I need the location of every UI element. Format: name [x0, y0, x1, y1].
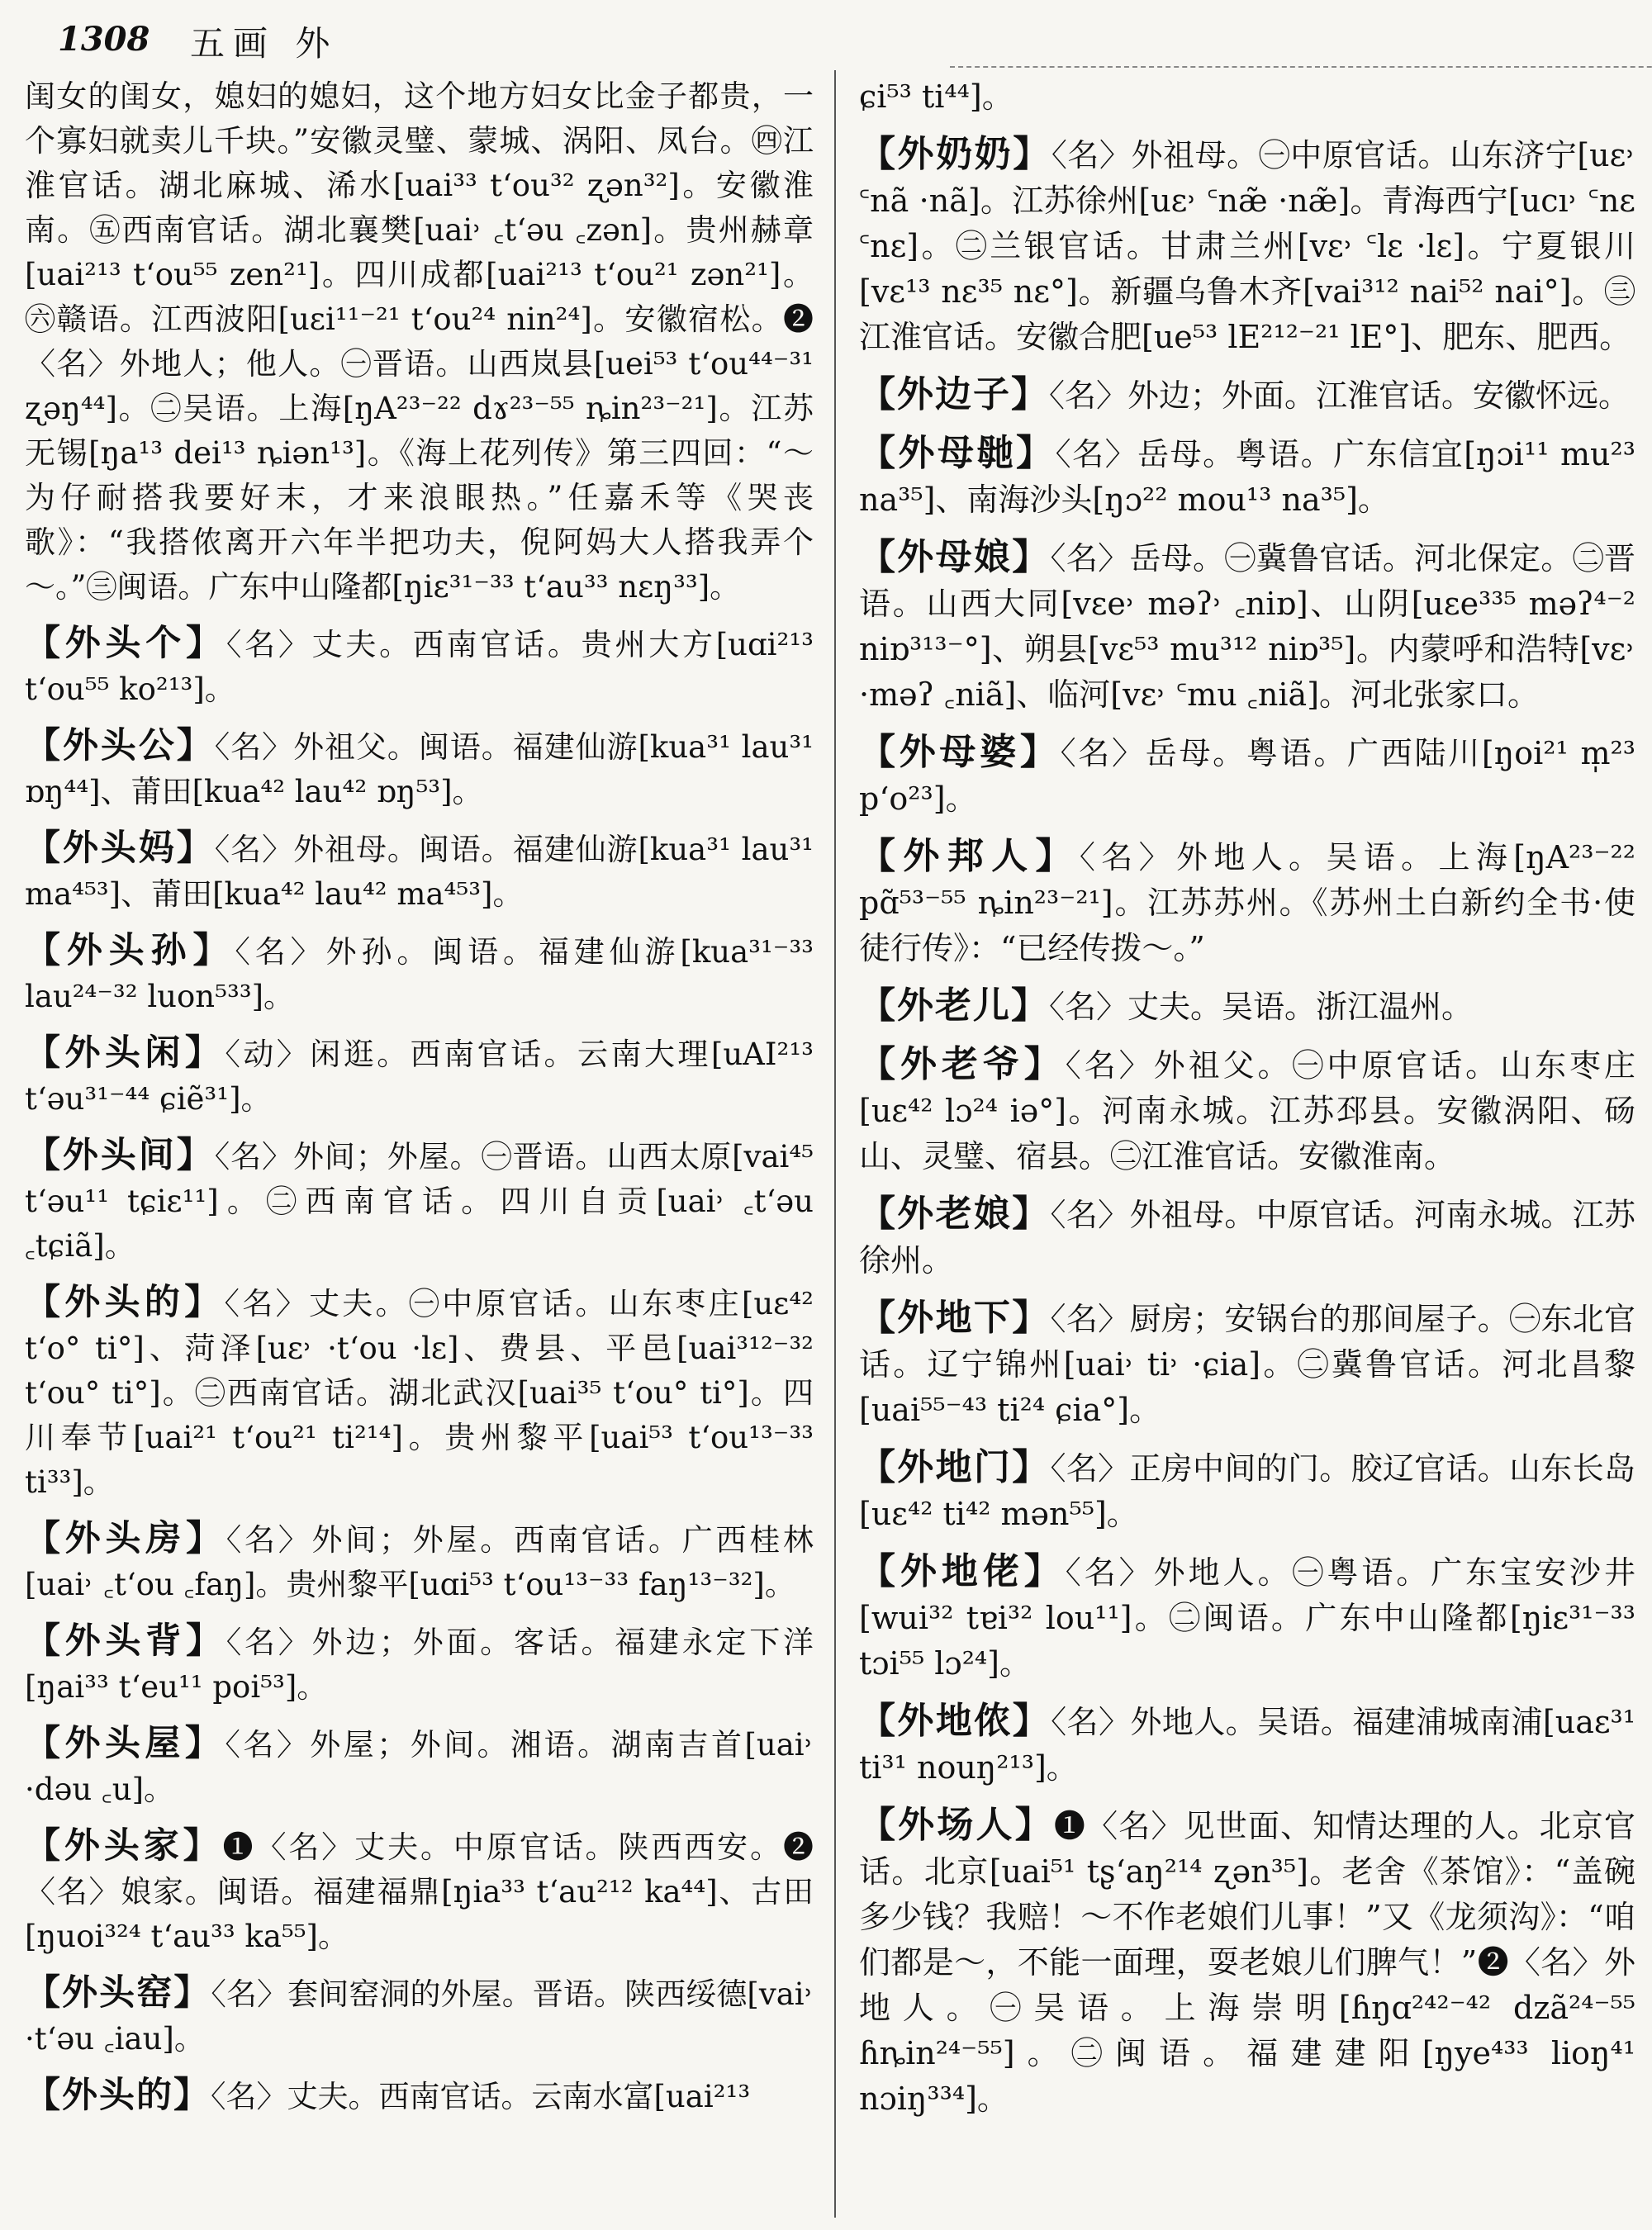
entry-definition: 〈名〉外孙。闽语。福建仙游[kua³¹⁻³³ lau²⁴⁻³² luon⁵³³]。 [25, 934, 814, 1014]
entry-definition: 〈名〉外祖母。㊀中原官话。山东济宁[uɛ˒ ꜂nã ·nã]。江苏徐州[uɛ˒ ꜂næ̃ ·næ̃]。青海西宁[ucı˒ ꜂nɛ ꜂nɛ]。㊁兰银官话。甘肃兰州[vɛ˒ ꜂lɛ ·lɛ]。宁夏银川[vɛ¹³ nɛ³⁵ nɛ°]。新疆乌鲁木齐[vai³¹² nai⁵² nai°]。㊂江淮官话。安徽合肥[ue⁵³ lE²¹²⁻²¹ lE°]、肥东、肥西。 [859, 137, 1635, 355]
entry-definition: 〈名〉外地人。㊀粤语。广东宝安沙井[wui³² tɐi³² lou¹¹]。㊁闽语。广东中山隆都[ŋiɛ³¹⁻³³ tɔi⁵⁵ lɔ²⁴]。 [859, 1554, 1635, 1682]
dictionary-entry [25, 2073, 814, 2119]
entry-headword: 【外邦人】 [859, 835, 1080, 877]
entry-headword: 【外头妈】 [25, 828, 215, 869]
entry-headword: 【外场人】 [859, 1804, 1054, 1846]
entry-definition: ❶〈名〉见世面、知情达理的人。北京官话。北京[uai⁵¹ tʂ‘aŋ²¹⁴ ʐən³⁵]。老舍《茶馆》：“盖碗多少钱？我赔！～不作老娘们儿事！”又《龙须沟》：“咱们都是～，不能一面理，耍老娘儿们脾气！”❷〈名〉外地人。㊀吴语。上海崇明[ɦŋɑ²⁴²⁻⁴² dzã²⁴⁻⁵⁵ ɦȵin²⁴⁻⁵⁵]。㊁闽语。福建建阳[ŋye⁴³³ lioŋ⁴¹ nɔiŋ³³⁴]。 [859, 1808, 1635, 2117]
dictionary-entry [859, 833, 1635, 971]
entry-definition: 〈名〉丈夫。㊀中原官话。山东枣庄[uɛ⁴² t‘o° ti°]、菏泽[uɛ˒ ·t‘ou ·lɛ]、费县、平邑[uai³¹²⁻³² t‘ou° ti°]。㊁西南官话。湖北武汉[uai³⁵ t‘ou° ti°]。四川奉节[uai²¹ t‘ou²¹ ti²¹⁴]。贵州黎平[uai⁵³ t‘ou¹³⁻³³ ti³³]。 [25, 1286, 814, 1500]
dictionary-entry [25, 1280, 814, 1505]
page-header [58, 15, 1627, 73]
entry-definition: 〈动〉闲逛。西南官话。云南大理[uAI²¹³ t‘əu³¹⁻⁴⁴ ɕiẽ³¹]。 [25, 1037, 814, 1117]
dictionary-entry [25, 1619, 814, 1710]
entry-headword: 【外头背】 [25, 1620, 226, 1662]
entry-headword: 【外头公】 [25, 725, 215, 766]
entry-headword: 【外老爷】 [859, 1043, 1066, 1085]
entry-definition: 〈名〉丈夫。西南官话。贵州大方[uɑi²¹³ t‘ou⁵⁵ ko²¹³]。 [25, 627, 814, 707]
entry-list [859, 131, 1635, 2122]
entry-definition: 〈名〉外屋；外间。湘语。湖南吉首[uai˒ ·dəu ꜀u]。 [25, 1727, 814, 1807]
entry-headword: 【外头家】 [25, 1825, 223, 1867]
dictionary-entry [859, 1802, 1635, 2122]
dictionary-entry [859, 372, 1635, 419]
dictionary-entry [859, 1191, 1635, 1283]
entry-headword: 【外地侬】 [859, 1700, 1051, 1742]
page-number: 1308 [58, 20, 150, 59]
entry-headword: 【外老儿】 [859, 985, 1049, 1027]
entry-headword: 【外头窑】 [25, 1972, 211, 2014]
left-column [25, 74, 814, 2131]
dictionary-entry [25, 1133, 814, 1269]
dictionary-entry [859, 430, 1635, 523]
entry-headword: 【外母婆】 [859, 731, 1061, 773]
entry-headword: 【外头闲】 [25, 1032, 225, 1074]
entry-definition: 〈名〉外祖父。㊀中原官话。山东枣庄[uɛ⁴² lɔ²⁴ iə°]。河南永城。江苏邳县。安徽涡阳、砀山、灵璧、宿县。㊁江淮官话。安徽淮南。 [859, 1047, 1635, 1174]
dictionary-entry [25, 1971, 814, 2062]
entry-definition: 〈名〉岳母。粤语。广东信宜[ŋɔi¹¹ mu²³ na³⁵]、南海沙头[ŋɔ²² mou¹³ na³⁵]。 [859, 436, 1635, 518]
entry-list [25, 621, 814, 2119]
dictionary-entry [25, 1721, 814, 1812]
entry-headword: 【外头间】 [25, 1135, 215, 1176]
entry-definition: 〈名〉外地人。吴语。上海[ŋA²³⁻²² pɑ̃⁵³⁻⁵⁵ ȵin²³⁻²¹]。江苏苏州。《苏州土白新约全书·使徒行传》：“已经传拨～。” [859, 839, 1636, 966]
dictionary-entry [25, 724, 814, 814]
entry-headword: 【外地下】 [859, 1297, 1051, 1339]
entry-headword: 【外头个】 [25, 623, 226, 664]
header-rule [950, 66, 1652, 68]
entry-headword: 【外头屋】 [25, 1723, 225, 1764]
entry-definition: 〈名〉岳母。粤语。广西陆川[ŋoi²¹ m̩²³ p‘o²³]。 [859, 735, 1635, 817]
entry-definition: ❶〈名〉丈夫。中原官话。陕西西安。❷〈名〉娘家。闽语。福建福鼎[ŋia³³ t‘au²¹² ka⁴⁴]、古田[ŋuoi³²⁴ t‘au³³ ka⁵⁵]。 [25, 1829, 814, 1954]
entry-definition: 〈名〉外间；外屋。㊀晋语。山西太原[vai⁴⁵ t‘əu¹¹ tɕiɛ¹¹]。㊁西南官话。四川自贡[uai˒ ꜀t‘əu ꜀tɕiã]。 [25, 1139, 814, 1264]
right-column [859, 74, 1635, 2133]
entry-definition: 〈名〉厨房；安锅台的那间屋子。㊀东北官话。辽宁锦州[uai˒ ti˒ ·ɕia]。㊁冀鲁官话。河北昌黎[uai⁵⁵⁻⁴³ ti²⁴ ɕia°]。 [859, 1301, 1635, 1428]
entry-definition: 〈名〉套间窑洞的外屋。晋语。陕西绥德[vai˒ ·t‘əu ꜀iau]。 [25, 1976, 814, 2057]
dictionary-entry [859, 534, 1635, 718]
dictionary-entry [859, 1445, 1635, 1537]
dictionary-entry [859, 1698, 1635, 1791]
dictionary-entry [859, 131, 1635, 360]
dictionary-entry [859, 1549, 1635, 1687]
dictionary-entry [859, 1295, 1635, 1433]
dictionary-entry [25, 1516, 814, 1607]
running-head: 五画 外 [190, 23, 339, 64]
dictionary-entry [859, 983, 1635, 1030]
dictionary-entry [859, 729, 1635, 822]
entry-headword: 【外头孙】 [25, 930, 235, 971]
entry-definition: 〈名〉外地人。吴语。福建浦城南浦[uaɛ³¹ ti³¹ nouŋ²¹³]。 [859, 1704, 1636, 1786]
dictionary-entry [859, 1041, 1635, 1179]
dictionary-entry [25, 1031, 814, 1122]
entry-definition: 〈名〉丈夫。吴语。浙江温州。 [1049, 989, 1474, 1025]
dictionary-entry [25, 826, 814, 917]
entry-headword: 【外边子】 [859, 373, 1049, 415]
continuation-text: ɕi⁵³ ti⁴⁴]。 [859, 78, 1014, 115]
entry-headword: 【外地佬】 [859, 1550, 1066, 1592]
entry-headword: 【外地门】 [859, 1446, 1051, 1488]
continuation-text: 闺女的闺女，媳妇的媳妇，这个地方妇女比金子都贵，一个寡妇就卖儿千块。”安徽灵璧、蒙城、涡阳、凤台。㊃江淮官话。湖北麻城、浠水[uai³³ t‘ou³² ʐən³²]。安徽淮南。㊄西南官话。湖北襄樊[uai˒ ꜀t‘əu ꜀zən]。贵州赫章[uai²¹³ t‘ou⁵⁵ zen²¹]。四川成都[uai²¹³ t‘ou²¹ zən²¹]。㊅赣语。江西波阳[uɛi¹¹⁻²¹ t‘ou²⁴ nin²⁴]。安徽宿松。❷〈名〉外地人；他人。㊀晋语。山西岚县[uei⁵³ t‘ou⁴⁴⁻³¹ ʐəŋ⁴⁴]。㊁吴语。上海[ŋA²³⁻²² dɤ²³⁻⁵⁵ ȵin²³⁻²¹]。江苏无锡[ŋa¹³ dei¹³ ȵiən¹³]。《海上花列传》第三四回：“～为仔耐搭我要好末，才来浪眼热。”任嘉禾等《哭丧歌》：“我搭侬离开六年半把功夫，倪阿妈大人搭我弄个～。”㊂闽语。广东中山隆都[ŋiɛ³¹⁻³³ t‘au³³ nɛŋ³³]。 [25, 78, 814, 605]
entry-definition: 〈名〉外间；外屋。西南官话。广西桂林[uai˒ ꜀t‘ou ꜀faŋ]。贵州黎平[uɑi⁵³ t‘ou¹³⁻³³ faŋ¹³⁻³²]。 [25, 1522, 814, 1602]
entry-headword: 【外头的】 [25, 2075, 211, 2116]
entry-definition: 〈名〉外祖母。闽语。福建仙游[kua³¹ lau³¹ ma⁴⁵³]、莆田[kua⁴² lau⁴² ma⁴⁵³]。 [25, 832, 814, 912]
entry-definition: 〈名〉丈夫。西南官话。云南水富[uai²¹³ [211, 2079, 751, 2114]
dictionary-entry [25, 621, 814, 712]
entry-headword: 【外老娘】 [859, 1193, 1051, 1235]
entry-definition: 〈名〉正房中间的门。胶辽官话。山东长岛[uɛ⁴² ti⁴² mən⁵⁵]。 [859, 1450, 1635, 1532]
entry-headword: 【外头房】 [25, 1518, 226, 1559]
entry-definition: 〈名〉外边；外面。客话。福建永定下洋[ŋai³³ t‘eu¹¹ poi⁵³]。 [25, 1625, 814, 1705]
column-divider [834, 70, 836, 2218]
entry-headword: 【外奶奶】 [859, 133, 1051, 175]
entry-headword: 【外头的】 [25, 1282, 225, 1323]
dictionary-entry [25, 1824, 814, 1959]
entry-definition: 〈名〉岳母。㊀冀鲁官话。河北保定。㊁晋语。山西大同[vɛe˒ məʔ˒ ꜀niɒ]、山阴[uɛe³³⁵ məʔ⁴⁻² niɒ³¹³⁻°]、朔县[vɛ⁵³ mu³¹² niɒ³⁵]。内蒙呼和浩特[vɛ˒ ·məʔ ꜀niã]、临河[vɛ˒ ꜂mu ꜀niã]。河北张家口。 [859, 540, 1635, 713]
dictionary-entry [25, 928, 814, 1019]
entry-headword: 【外母娘】 [859, 536, 1051, 578]
entry-headword: 【外母毑】 [859, 432, 1056, 474]
entry-definition: 〈名〉外边；外面。江淮官话。安徽怀远。 [1049, 377, 1631, 414]
entry-definition: 〈名〉外祖母。中原官话。河南永城。江苏徐州。 [859, 1197, 1635, 1279]
entry-definition: 〈名〉外祖父。闽语。福建仙游[kua³¹ lau³¹ ɒŋ⁴⁴]、莆田[kua⁴² lau⁴² ɒŋ⁵³]。 [25, 729, 814, 809]
